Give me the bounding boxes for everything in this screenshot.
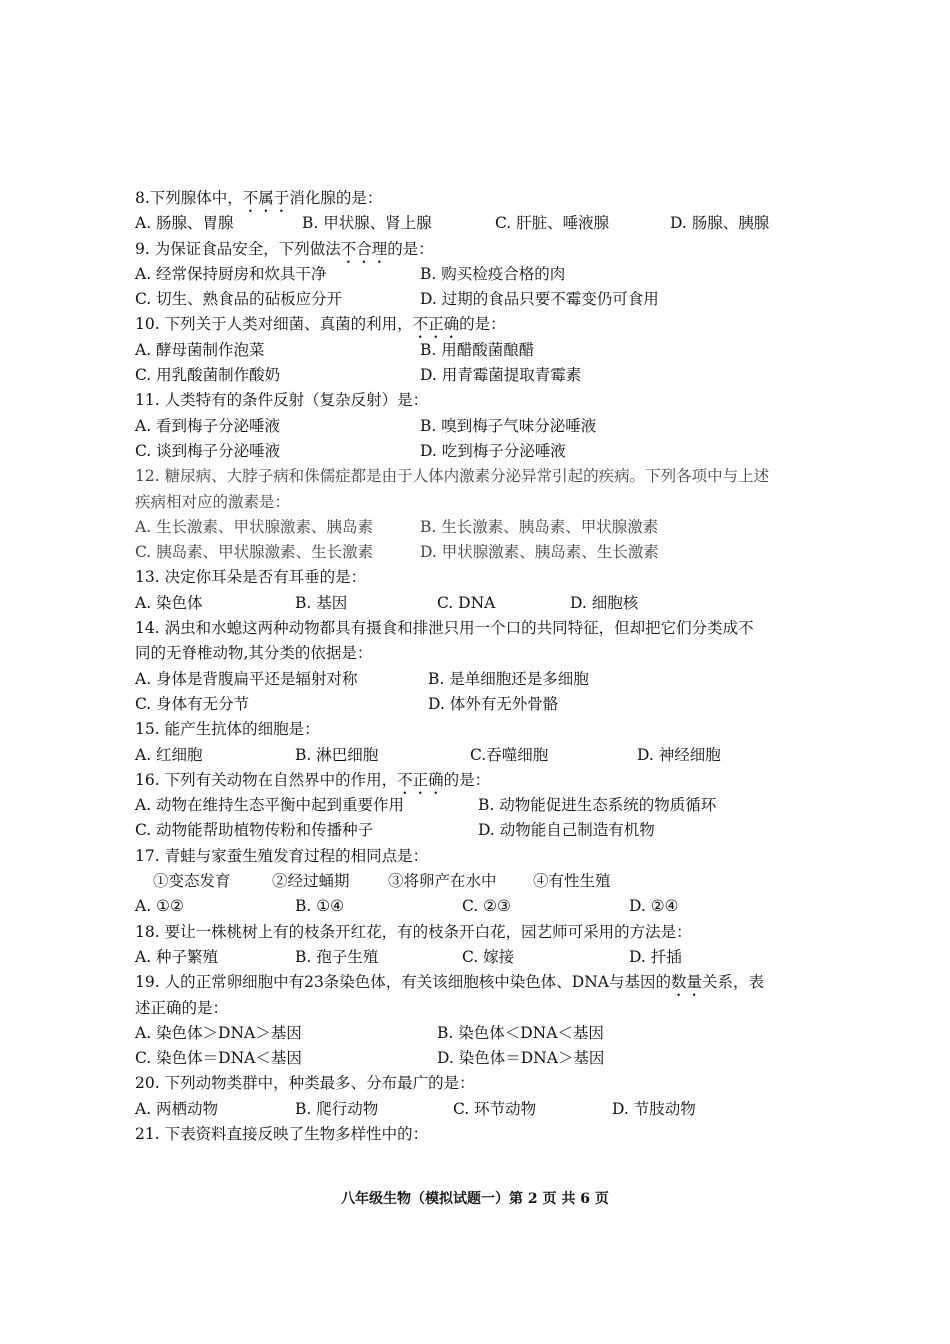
stem-text: 关系，表 <box>702 973 765 992</box>
option-a: A. 生长激素、甲状腺激素、胰岛素 <box>135 517 374 536</box>
question-13-options <box>135 591 835 616</box>
question-8-options <box>135 211 835 236</box>
option-b: B. 淋巴细胞 <box>295 745 379 764</box>
stem-text: 20. 下列动物类群中，种类最多、分布最广的是： <box>135 1074 475 1093</box>
question-12-options-row2 <box>135 540 835 565</box>
item-1: ①变态发育 <box>153 872 231 891</box>
option-c: C. ②③ <box>462 897 511 916</box>
exam-page <box>135 186 835 1147</box>
option-b: B. 孢子生殖 <box>295 947 379 966</box>
item-2: ②经过蛹期 <box>272 872 350 891</box>
option-a: A. 两栖动物 <box>135 1099 219 1118</box>
stem-text: 11. 人类特有的条件反射（复杂反射）是： <box>135 391 429 410</box>
option-b: B. 嗅到梅子气味分泌唾液 <box>420 416 597 435</box>
option-b: B. 基因 <box>295 593 348 612</box>
option-d: D. 甲状腺激素、胰岛素、生长激素 <box>420 543 659 562</box>
option-d: D. ②④ <box>629 897 679 916</box>
question-10-options-row2 <box>135 363 835 388</box>
option-a: A. 酵母菌制作泡菜 <box>135 340 265 359</box>
question-14-options-row2 <box>135 692 835 717</box>
emphasis-text: 不正确 <box>412 315 460 334</box>
question-19-options-row2 <box>135 1046 835 1071</box>
option-b: B. 爬行动物 <box>295 1099 379 1118</box>
option-c: C. 身体有无分节 <box>135 694 250 713</box>
option-c: C. 用乳酸菌制作酸奶 <box>135 366 281 385</box>
question-14-stem-line2 <box>135 641 835 666</box>
question-10-options-row1 <box>135 338 835 363</box>
question-8-stem <box>135 186 835 211</box>
emphasis-text: 不合理 <box>340 239 388 258</box>
question-9-stem <box>135 237 835 262</box>
stem-text: 同的无脊椎动物,其分类的依据是： <box>135 644 373 663</box>
option-d: D. 过期的食品只要不霉变仍可食用 <box>420 290 659 309</box>
stem-text: 15. 能产生抗体的细胞是： <box>135 720 320 739</box>
option-a: A. 经常保持厨房和炊具干净 <box>135 264 327 283</box>
option-c: C. 染色体＝DNA＜基因 <box>135 1049 302 1068</box>
stem-text: 述正确的是： <box>135 998 229 1017</box>
stem-text: 的是： <box>459 315 506 334</box>
question-14-options-row1 <box>135 667 835 692</box>
option-b: B. 生长激素、胰岛素、甲状腺激素 <box>420 517 659 536</box>
option-d: D. 节肢动物 <box>612 1099 696 1118</box>
option-a: A. 动物在维持生态平衡中起到重要作用 <box>135 796 405 815</box>
option-d: D. 神经细胞 <box>637 745 721 764</box>
stem-text: 12. 糖尿病、大脖子病和侏儒症都是由于人体内激素分泌异常引起的疾病。下列各项中与上述 <box>135 467 770 486</box>
question-15-options <box>135 743 835 768</box>
option-c: C. 嫁接 <box>462 947 515 966</box>
stem-text: 18. 要让一株桃树上有的枝条开红花，有的枝条开白花，园艺师可采用的方法是： <box>135 922 692 941</box>
question-16-options-row2 <box>135 818 835 843</box>
question-17-items <box>135 869 835 894</box>
stem-text: 17. 青蛙与家蚕生殖发育过程的相同点是： <box>135 846 429 865</box>
question-12-options-row1 <box>135 515 835 540</box>
stem-text: 消化腺的是： <box>289 189 383 207</box>
option-c: C. 谈到梅子分泌唾液 <box>135 441 281 460</box>
question-11-options-row1 <box>135 414 835 439</box>
question-9-options-row1 <box>135 262 835 287</box>
option-d: D. 用青霉菌提取青霉素 <box>420 366 582 385</box>
option-d: D. 肠腺、胰腺 <box>670 214 770 233</box>
question-12-stem-line2 <box>135 490 835 515</box>
question-11-stem <box>135 388 835 413</box>
question-21-stem <box>135 1122 835 1147</box>
option-a: A. 染色体＞DNA＞基因 <box>135 1023 302 1042</box>
option-d: D. 细胞核 <box>570 593 639 612</box>
question-18-options <box>135 945 835 970</box>
stem-text: 的是： <box>443 770 491 789</box>
stem-text: 19. 人的正常卵细胞中有23条染色体，有关该细胞核中染色体、DNA与基因的 <box>135 973 671 992</box>
option-c: C. 胰岛素、甲状腺激素、生长激素 <box>135 543 374 562</box>
option-c: C. 动物能帮助植物传粉和传播种子 <box>135 821 374 840</box>
stem-text: 13. 决定你耳朵是否有耳垂的是： <box>135 568 367 587</box>
question-20-stem <box>135 1071 835 1096</box>
emphasis-text: 不正确 <box>397 770 444 789</box>
option-c: C. DNA <box>437 593 496 612</box>
question-16-stem <box>135 768 835 793</box>
question-18-stem <box>135 920 835 945</box>
option-b: B. ①④ <box>295 897 345 916</box>
option-d: D. 吃到梅子分泌唾液 <box>420 441 566 460</box>
option-c: C. 环节动物 <box>453 1099 537 1118</box>
option-a: A. 肠腺、胃腺 <box>135 214 234 233</box>
stem-text: 16. 下列有关动物在自然界中的作用， <box>135 770 398 789</box>
question-19-stem-line1 <box>135 970 835 995</box>
option-c: C. 肝脏、唾液腺 <box>495 214 610 233</box>
page-footer: 八年级生物（模拟试题一）第 2 页 共 6 页 <box>341 1191 609 1207</box>
question-10-stem <box>135 312 835 337</box>
question-9-options-row2 <box>135 287 835 312</box>
option-b: B. 用醋酸菌酿醋 <box>420 340 535 359</box>
item-4: ④有性生殖 <box>533 872 611 891</box>
option-b: B. 是单细胞还是多细胞 <box>428 669 589 688</box>
option-a: A. 种子繁殖 <box>135 947 219 966</box>
question-17-stem <box>135 844 835 869</box>
item-3: ③将卵产在水中 <box>388 872 497 891</box>
question-19-stem-line2 <box>135 996 835 1021</box>
stem-text: 8.下列腺体中， <box>135 189 243 207</box>
question-16-options-row1 <box>135 793 835 818</box>
option-a: A. 红细胞 <box>135 745 203 764</box>
question-11-options-row2 <box>135 439 835 464</box>
option-d: D. 动物能自己制造有机物 <box>478 821 655 840</box>
option-c: C.吞噬细胞 <box>470 745 549 764</box>
option-b: B. 动物能促进生态系统的物质循环 <box>478 796 717 815</box>
option-b: B. 甲状腺、肾上腺 <box>302 214 432 233</box>
option-b: B. 购买检疫合格的肉 <box>420 264 566 283</box>
stem-text: 21. 下表资料直接反映了生物多样性中的： <box>135 1124 429 1143</box>
question-12-stem-line1 <box>135 464 835 489</box>
stem-text: 疾病相对应的激素是： <box>135 492 291 511</box>
stem-text: 9. 为保证食品安全，下列做法 <box>135 239 341 258</box>
emphasis-text: 不属于 <box>242 189 290 207</box>
option-a: A. 染色体 <box>135 593 203 612</box>
question-14-stem-line1 <box>135 616 835 641</box>
option-a: A. ①② <box>135 897 184 916</box>
question-19-options-row1 <box>135 1021 835 1046</box>
option-d: D. 体外有无外骨骼 <box>428 694 559 713</box>
stem-text: 的是： <box>387 239 434 258</box>
stem-text: 14. 涡虫和水螅这两种动物都具有摄食和排泄只用一个口的共同特征，但却把它们分类成不 <box>135 619 754 638</box>
option-d: D. 扦插 <box>629 947 682 966</box>
question-17-options <box>135 894 835 919</box>
question-20-options <box>135 1097 835 1122</box>
option-d: D. 染色体＝DNA＞基因 <box>437 1049 605 1068</box>
option-b: B. 染色体＜DNA＜基因 <box>437 1023 604 1042</box>
option-c: C. 切生、熟食品的砧板应分开 <box>135 290 343 309</box>
stem-text: 10. 下列关于人类对细菌、真菌的利用， <box>135 315 413 334</box>
option-a: A. 看到梅子分泌唾液 <box>135 416 281 435</box>
question-15-stem <box>135 717 835 742</box>
option-a: A. 身体是背腹扁平还是辐射对称 <box>135 669 358 688</box>
question-13-stem <box>135 565 835 590</box>
emphasis-text: 数量 <box>671 973 703 992</box>
